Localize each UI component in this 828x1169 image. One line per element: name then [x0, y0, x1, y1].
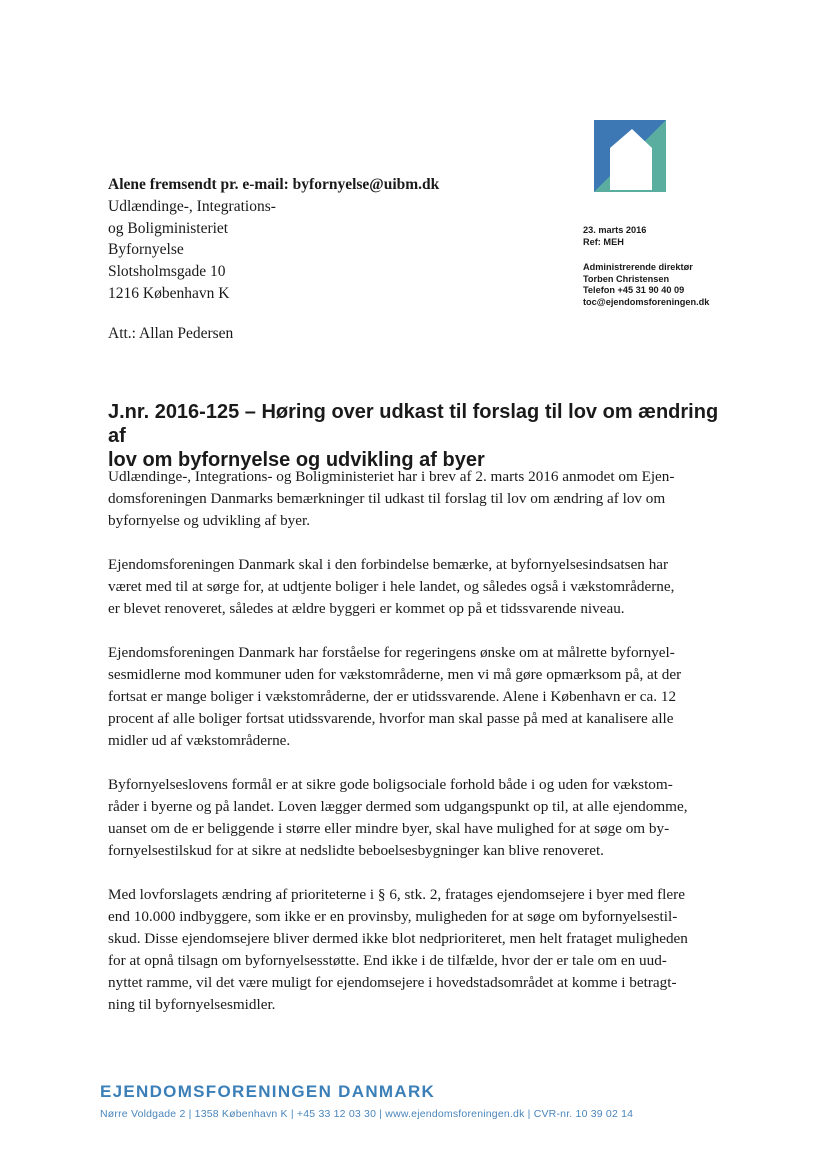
letter-title — [108, 400, 728, 472]
sender-meta — [583, 225, 709, 308]
body-line: Ejendomsforeningen Danmark har forståelse for regeringens ønske om at målrette byfornyel- — [108, 644, 675, 661]
footer-organization-name: EJENDOMSFORENINGEN DANMARK — [100, 1082, 436, 1101]
body-line: for at opnå tilsagn om byfornyelsesstøtte. End ikke i de tilfælde, hvor der er tale om en uud- — [108, 952, 667, 969]
body-paragraph — [108, 466, 708, 532]
footer-address: Nørre Voldgade 2 | 1358 København K | +45 33 12 03 30 | www.ejendomsforeningen.dk | CVR-nr. 10 39 02 14 — [100, 1108, 634, 1120]
body-paragraph — [108, 554, 708, 620]
recipient-line: Slotsholmsgade 10 — [108, 263, 226, 281]
body-line: skud. Disse ejendomsejere bliver dermed ikke blot nedprioriteret, men helt frataget muligheden — [108, 930, 688, 947]
body-paragraph — [108, 642, 708, 752]
recipient-line: Byfornyelse — [108, 241, 184, 259]
sender-phone: Telefon +45 31 90 40 09 — [583, 285, 685, 295]
body-paragraph — [108, 884, 708, 1016]
body-line: uanset om de er beliggende i større eller mindre byer, skal have mulighed for at søge om by- — [108, 820, 670, 837]
body-line: er blevet renoveret, således at ældre byggeri er kommet op på et tidssvarende niveau. — [108, 600, 625, 617]
body-line: fortsat er mange boliger i vækstområderne, der er utidssvarende. Alene i København er ca. 12 — [108, 688, 677, 705]
body-line: Med lovforslagets ændring af prioriteterne i § 6, stk. 2, fratages ejendomsejere i byer med flere — [108, 886, 685, 903]
sender-role: Administrerende direktør — [583, 262, 693, 272]
letter-body — [108, 466, 708, 1038]
recipient-block — [108, 174, 439, 305]
body-line: Ejendomsforeningen Danmark skal i den forbindelse bemærke, at byfornyelsesindsatsen har — [108, 556, 669, 573]
letter-footer — [100, 1082, 633, 1120]
sender-name: Torben Christensen — [583, 273, 670, 284]
letter-ref: Ref: MEH — [583, 236, 624, 247]
body-line: ning til byfornyelsesmidler. — [108, 996, 276, 1013]
body-line: Udlændinge-, Integrations- og Boligministeriet har i brev af 2. marts 2016 anmodet om Ejen- — [108, 468, 675, 485]
body-line: nyttet ramme, vil det være muligt for ejendomsejere i hovedstadsområdet at komme i betragt- — [108, 974, 677, 991]
body-line: byfornyelse og udvikling af byer. — [108, 512, 311, 529]
body-line: råder i byerne og på landet. Loven lægger dermed som udgangspunkt op til, at alle ejendomme, — [108, 798, 688, 815]
body-line: været med til at sørge for, at udtjente boliger i hele landet, og således også i vækstområderne, — [108, 578, 675, 595]
recipient-line: 1216 København K — [108, 284, 230, 302]
body-line: midler ud af vækstområderne. — [108, 732, 291, 749]
title-line: J.nr. 2016-125 – Høring over udkast til forslag til lov om ændring af — [108, 401, 719, 447]
recipient-line: Udlændinge-, Integrations- — [108, 197, 276, 215]
body-line: Byfornyelseslovens formål er at sikre gode boligsociale forhold både i og uden for vækstom- — [108, 776, 673, 793]
body-line: fornyelsestilskud for at sikre at nedslidte beboelsesbygninger kan blive renoveret. — [108, 842, 604, 859]
body-paragraph — [108, 774, 708, 862]
body-line: domsforeningen Danmarks bemærkninger til udkast til forslag til lov om ændring af lov om — [108, 490, 666, 507]
body-line: sesmidlerne mod kommuner uden for vækstområderne, men vi må gøre opmærksom på, at der — [108, 666, 682, 683]
sender-email: toc@ejendomsforeningen.dk — [583, 296, 710, 307]
letter-date: 23. marts 2016 — [583, 225, 647, 235]
title-line: lov om byfornyelse og udvikling af byer — [108, 449, 485, 471]
organization-logo — [594, 120, 666, 192]
body-line: procent af alle boliger fortsat utidssvarende, hvorfor man skal passe på med at kanalisere alle — [108, 710, 674, 727]
recipient-line: og Boligministeriet — [108, 219, 229, 237]
attention-line: Att.: Allan Pedersen — [108, 325, 234, 342]
email-delivery-line: Alene fremsendt pr. e-mail: byfornyelse@uibm.dk — [108, 176, 440, 193]
body-line: end 10.000 indbyggere, som ikke er en provinsby, muligheden for at søge om byfornyelsestil- — [108, 908, 678, 925]
